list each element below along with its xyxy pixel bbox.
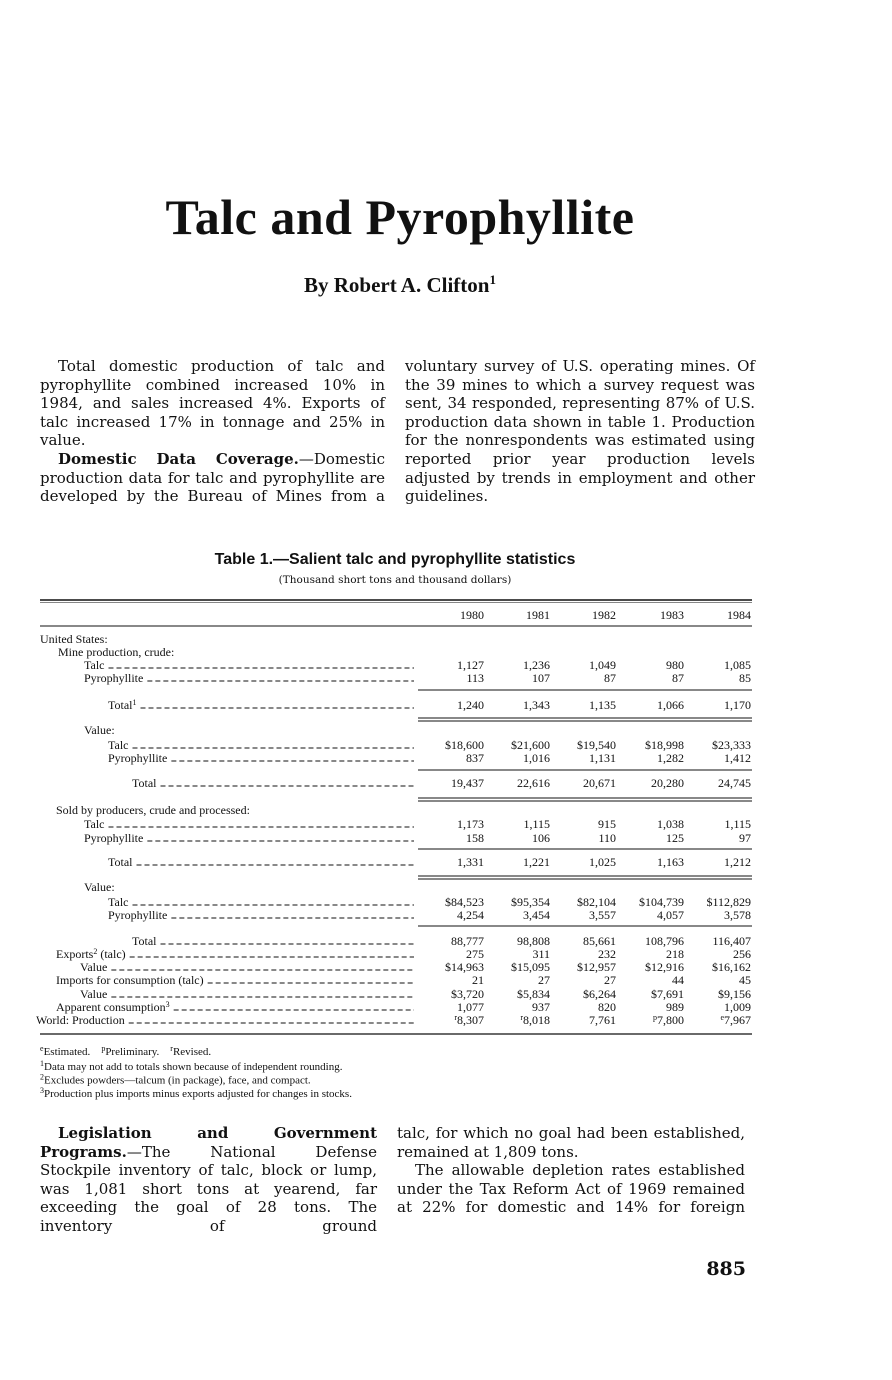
cell-16-1982: 85,661 [583,934,616,948]
cell-19-1984: 45 [739,973,751,987]
author-footnote-mark: 1 [489,272,496,287]
cell-20-1980: $3,720 [451,987,484,1001]
cell-20-1984: $9,156 [718,987,751,1001]
cell-8-1981: 22,616 [517,776,550,790]
cell-10-1982: 915 [598,817,616,831]
row-label-8: Total [132,776,157,790]
cell-15-1984: 3,578 [724,908,751,922]
cell-4-1981: 1,343 [523,698,550,712]
cell-3-1984: 85 [739,671,751,685]
cell-17-1983: 218 [666,947,684,961]
cell-12-1983: 1,163 [657,855,684,869]
cell-10-1980: 1,173 [457,817,484,831]
legislation-column-left [40,1124,377,1236]
cell-21-1982: 820 [598,1000,616,1014]
row-label-3: Pyrophyllite [84,671,144,685]
cell-12-1982: 1,025 [589,855,616,869]
cell-11-1983: 125 [666,831,684,845]
cell-6-1982: $19,540 [577,738,616,752]
cell-19-1982: 27 [604,973,616,987]
cell-3-1980: 113 [466,671,484,685]
cell-17-1981: 311 [532,947,550,961]
cell-7-1981: 1,016 [523,751,550,765]
cell-21-1980: 1,077 [457,1000,484,1014]
cell-3-1981: 107 [532,671,550,685]
cell-2-1981: 1,236 [523,658,550,672]
legislation-continued: talc, for which no goal had been established, remained at 1,809 tons. [397,1124,745,1161]
row-label-17: Exports$^2$ (talc) [56,947,126,961]
cell-11-1984: 97 [739,831,751,845]
cell-15-1981: 3,454 [523,908,550,922]
row-label-20: Value [80,987,108,1001]
footnote-3: $^3$Production plus imports minus exports adjusted for changes in stocks. [40,1086,352,1100]
cell-15-1983: 4,057 [657,908,684,922]
cell-11-1980: 158 [466,831,484,845]
cell-3-1983: 87 [672,671,684,685]
cell-8-1983: 20,280 [651,776,684,790]
header-year-1982: 1982 [592,608,616,622]
cell-19-1983: 44 [672,973,684,987]
cell-6-1981: $21,600 [511,738,550,752]
domestic-data-heading: Domestic Data Coverage. [58,449,299,468]
cell-2-1982: 1,049 [589,658,616,672]
header-year-1983: 1983 [660,608,684,622]
depletion-paragraph: The allowable depletion rates established under the Tax Reform Act of 1969 remained at 22% for domestic and 14% for foreign [397,1161,745,1217]
row-label-0: United States: [40,632,108,646]
table-subcaption: (Thousand short tons and thousand dollars) [278,574,512,586]
row-label-12: Total [108,855,133,869]
cell-19-1980: 21 [472,973,484,987]
cell-22-1981: $^r$8,018 [520,1013,550,1027]
cell-6-1980: $18,600 [445,738,484,752]
cell-10-1983: 1,038 [657,817,684,831]
header-year-1984: 1984 [727,608,751,622]
cell-22-1984: $^e$7,967 [720,1013,751,1027]
cell-12-1980: 1,331 [457,855,484,869]
cell-17-1984: 256 [733,947,751,961]
header-year-1981: 1981 [526,608,550,622]
cell-11-1982: 110 [598,831,616,845]
cell-22-1980: $^r$8,307 [454,1013,484,1027]
cell-7-1982: 1,131 [589,751,616,765]
row-label-15: Pyrophyllite [108,908,168,922]
cell-8-1980: 19,437 [451,776,484,790]
row-label-2: Talc [84,658,105,672]
cell-20-1983: $7,691 [651,987,684,1001]
cell-11-1981: 106 [532,831,550,845]
cell-22-1982: 7,761 [589,1013,616,1027]
cell-15-1980: 4,254 [457,908,484,922]
cell-4-1980: 1,240 [457,698,484,712]
row-label-13: Value: [84,880,115,894]
cell-3-1982: 87 [604,671,616,685]
cell-14-1983: $104,739 [639,895,684,909]
cell-8-1982: 20,671 [583,776,616,790]
legislation-column-right [397,1124,745,1217]
cell-12-1981: 1,221 [523,855,550,869]
footnote-1: $^1$Data may not add to totals shown because of independent rounding. [40,1059,343,1073]
legislation-text: —The National Defense Stockpile inventory of talc, block or lump, was 1,081 short tons at yearend, far exceeding the goal of 28 tons. The inventory of ground [40,1142,377,1235]
footnote-2: $^2$Excludes powders—talcum (in package), face, and compact. [40,1072,311,1087]
cell-18-1982: $12,957 [577,960,616,974]
cell-18-1984: $16,162 [712,960,751,974]
cell-22-1983: $^p$7,800 [653,1013,684,1027]
author-name: By Robert A. Clifton [303,273,490,297]
cell-18-1983: $12,916 [645,960,684,974]
cell-7-1983: 1,282 [657,751,684,765]
row-label-14: Talc [108,895,129,909]
page-number: 885 [706,1258,746,1280]
cell-2-1983: 980 [666,658,684,672]
cell-18-1980: $14,963 [445,960,484,974]
cell-7-1984: 1,412 [724,751,751,765]
cell-12-1984: 1,212 [724,855,751,869]
cell-20-1982: $6,264 [583,987,616,1001]
row-label-7: Pyrophyllite [108,751,168,765]
cell-19-1981: 27 [538,973,550,987]
cell-15-1982: 3,557 [589,908,616,922]
intro-paragraph-2-continued: voluntary survey of U.S. operating mines. Of the 39 mines to which a survey request was sent, 34 responded, representing 87% of U.S. production data shown in table 1. Production for the nonrespondents was estimated using reported prior year production levels adjusted by trends in employment and other guidelines. [405,357,755,506]
row-label-22: World: Production [36,1013,125,1027]
row-label-18: Value [80,960,108,974]
row-label-11: Pyrophyllite [84,831,144,845]
page-title: Talc and Pyrophyllite [165,189,635,245]
cell-14-1981: $95,354 [511,895,550,909]
legislation-paragraph [40,1124,377,1236]
cell-14-1982: $82,104 [577,895,616,909]
cell-18-1981: $15,095 [511,960,550,974]
table-caption: Table 1.—Salient talc and pyrophyllite statistics [214,551,576,568]
row-label-9: Sold by producers, crude and processed: [56,803,250,817]
row-label-16: Total [132,934,157,948]
cell-10-1984: 1,115 [724,817,751,831]
cell-17-1982: 232 [598,947,616,961]
row-label-19: Imports for consumption (talc) [56,973,204,987]
cell-14-1984: $112,829 [706,895,751,909]
cell-6-1983: $18,998 [645,738,684,752]
cell-21-1984: 1,009 [724,1000,751,1014]
cell-2-1984: 1,085 [724,658,751,672]
cell-16-1984: 116,407 [712,934,751,948]
intro-paragraph-2-text: —Domestic production data for talc and pyrophyllite are developed by the Bureau of Mines from a [40,449,385,506]
cell-4-1982: 1,135 [589,698,616,712]
cell-8-1984: 24,745 [718,776,751,790]
cell-10-1981: 1,115 [523,817,550,831]
intro-paragraph-1: Total domestic production of talc and pyrophyllite combined increased 10% in 1984, and sales increased 4%. Exports of talc increased 17% in tonnage and 25% in value. [40,357,385,450]
footnote-symbols: $^e$Estimated. $^p$Preliminary. $^r$Revised. [40,1044,212,1058]
row-label-21: Apparent consumption$^3$ [56,1000,170,1014]
header-year-1980: 1980 [460,608,484,622]
cell-21-1983: 989 [666,1000,684,1014]
cell-4-1984: 1,170 [724,698,751,712]
cell-16-1981: 98,808 [517,934,550,948]
cell-4-1983: 1,066 [657,698,684,712]
cell-17-1980: 275 [466,947,484,961]
cell-6-1984: $23,333 [712,738,751,752]
cell-20-1981: $5,834 [517,987,550,1001]
cell-2-1980: 1,127 [457,658,484,672]
cell-21-1981: 937 [532,1000,550,1014]
row-label-10: Talc [84,817,105,831]
cell-16-1983: 108,796 [645,934,684,948]
row-label-6: Talc [108,738,129,752]
row-label-1: Mine production, crude: [58,645,175,659]
cell-7-1980: 837 [466,751,484,765]
cell-16-1980: 88,777 [451,934,484,948]
legislation-heading: Legislation and Government Programs. [40,1124,377,1161]
row-label-5: Value: [84,723,115,737]
cell-14-1980: $84,523 [445,895,484,909]
row-label-4: Total$^1$ [108,698,137,712]
